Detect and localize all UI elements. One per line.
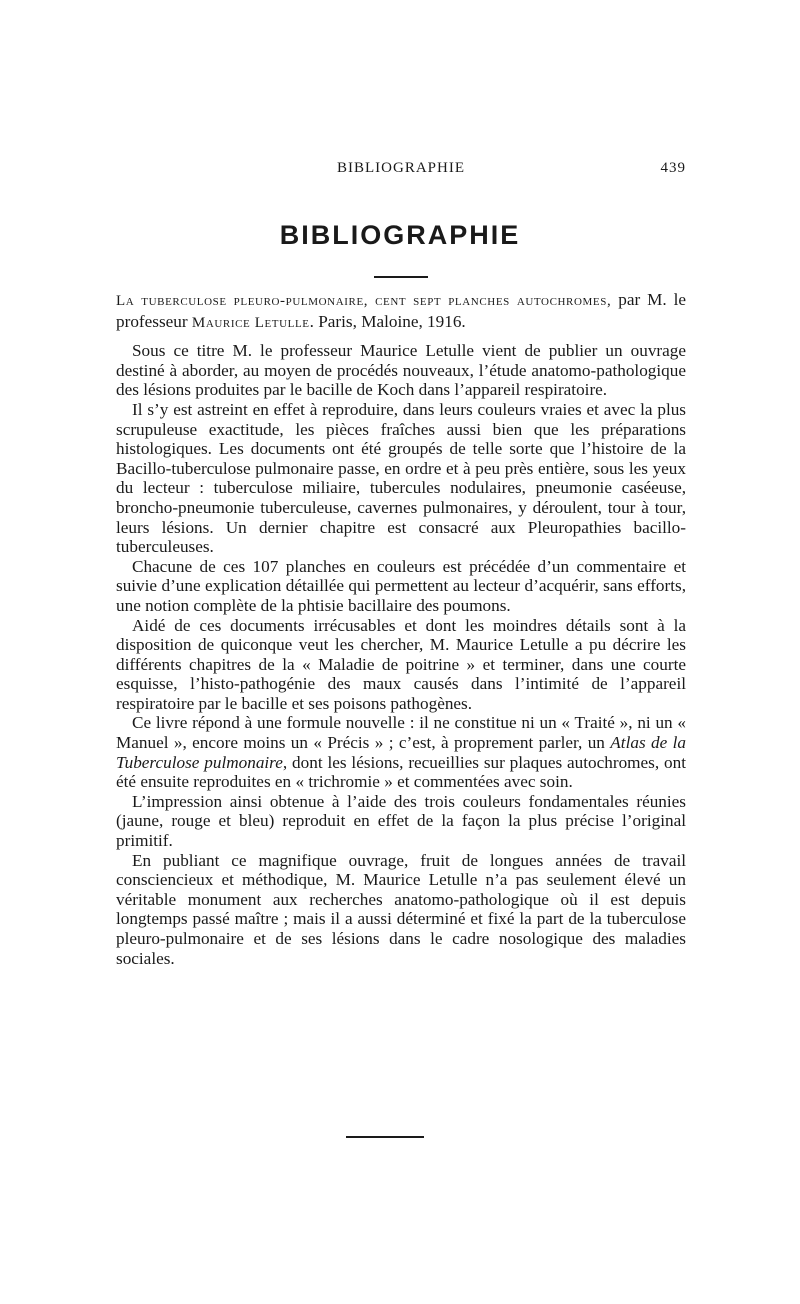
page-title: BIBLIOGRAPHIE [279, 220, 521, 250]
paragraph-1: Sous ce titre M. le professeur Maurice Letulle vient de publier un ouvrage destiné à aborder, au moyen de procédés nouveaux, l’étude anatomo-pathologique des lésions produites par le bacille de Koch dans l’appareil respiratoire. [116, 341, 686, 400]
running-title: BIBLIOGRAPHIE [337, 160, 465, 176]
review-body [116, 290, 686, 968]
running-header [116, 160, 686, 182]
title-rule [374, 276, 428, 278]
paragraph-5 [116, 713, 686, 791]
paragraph-7: En publiant ce magnifique ouvrage, fruit de longues années de travail consciencieux et méthodique, M. Maurice Letulle n’a pas seulement élevé un véritable monument aux recherches anatomo-pathologique où il est depuis longtemps passé maître ; mais il a aussi déterminé et fixé la part de la tuberculose pleuro-pulmonaire et de ses lésions dans le cadre nosologique des maladies sociales. [116, 850, 686, 968]
book-author: Maurice Letulle [191, 314, 310, 331]
book-citation [116, 290, 686, 333]
citation-by: par M. le professeur [116, 290, 686, 331]
book-title: La tuberculose pleuro-pulmonaire, cent sept planches autochromes, [116, 293, 612, 309]
paragraph-6: L’impression ainsi obtenue à l’aide des trois couleurs fondamentales réunies (jaune, rouge et bleu) reproduit en effet de la façon la plus précise l’original primitif. [116, 791, 686, 851]
paragraph-5-text-end: , dont les lésions, recueillies sur plaques autochromes, ont été ensuite reproduites en « trichromie » et commentées avec soin. [116, 752, 686, 792]
atlas-title: Atlas de la Tuberculose pulmonaire [116, 733, 686, 772]
paragraph-4: Aidé de ces documents irrécusables et dont les moindres détails sont à la disposition de quiconque veut les chercher, M. Maurice Letulle a pu décrire les différents chapitres de la « Maladie de poitrine » et terminer, dans une courte esquisse, l’histo-pathogénie des maux causés dans l’intimité de l’appareil respiratoire par le bacille et ses poisons pathogènes. [116, 615, 686, 713]
end-rule [346, 1136, 424, 1138]
citation-publication: . Paris, Maloine, 1916. [309, 311, 466, 331]
paragraph-5-text: Ce livre répond à une formule nouvelle : il ne constitue ni un « Traité », ni un « Manuel », encore moins un « Précis » ; c’est, à proprement parler, un [116, 713, 686, 753]
paragraph-3: Chacune de ces 107 planches en couleurs est précédée d’un commentaire et suivie d’une explication détaillée qui permettent au lecteur d’acquérir, sans efforts, une notion complète de la phtisie bacillaire des poumons. [116, 556, 686, 615]
page-number: 439 [660, 160, 686, 176]
paragraph-2: Il s’y est astreint en effet à reproduire, dans leurs couleurs vraies et avec la plus scrupuleuse exactitude, les pièces fraîches aussi bien que les préparations histologiques. Les documents ont été groupés de telle sorte que l’histoire de la Bacillo-tuberculose pulmonaire passe, en ordre et à peu près entière, sous les yeux du lecteur : tuberculose miliaire, tubercules nodulaires, pneumonie caséeuse, broncho-pneumonie tuberculeuse, cavernes pulmonaires, y déroulent, tour à tour, leurs lésions. Un dernier chapitre est consacré aux Pleuropathies bacillo-tuberculeuses. [116, 399, 686, 557]
